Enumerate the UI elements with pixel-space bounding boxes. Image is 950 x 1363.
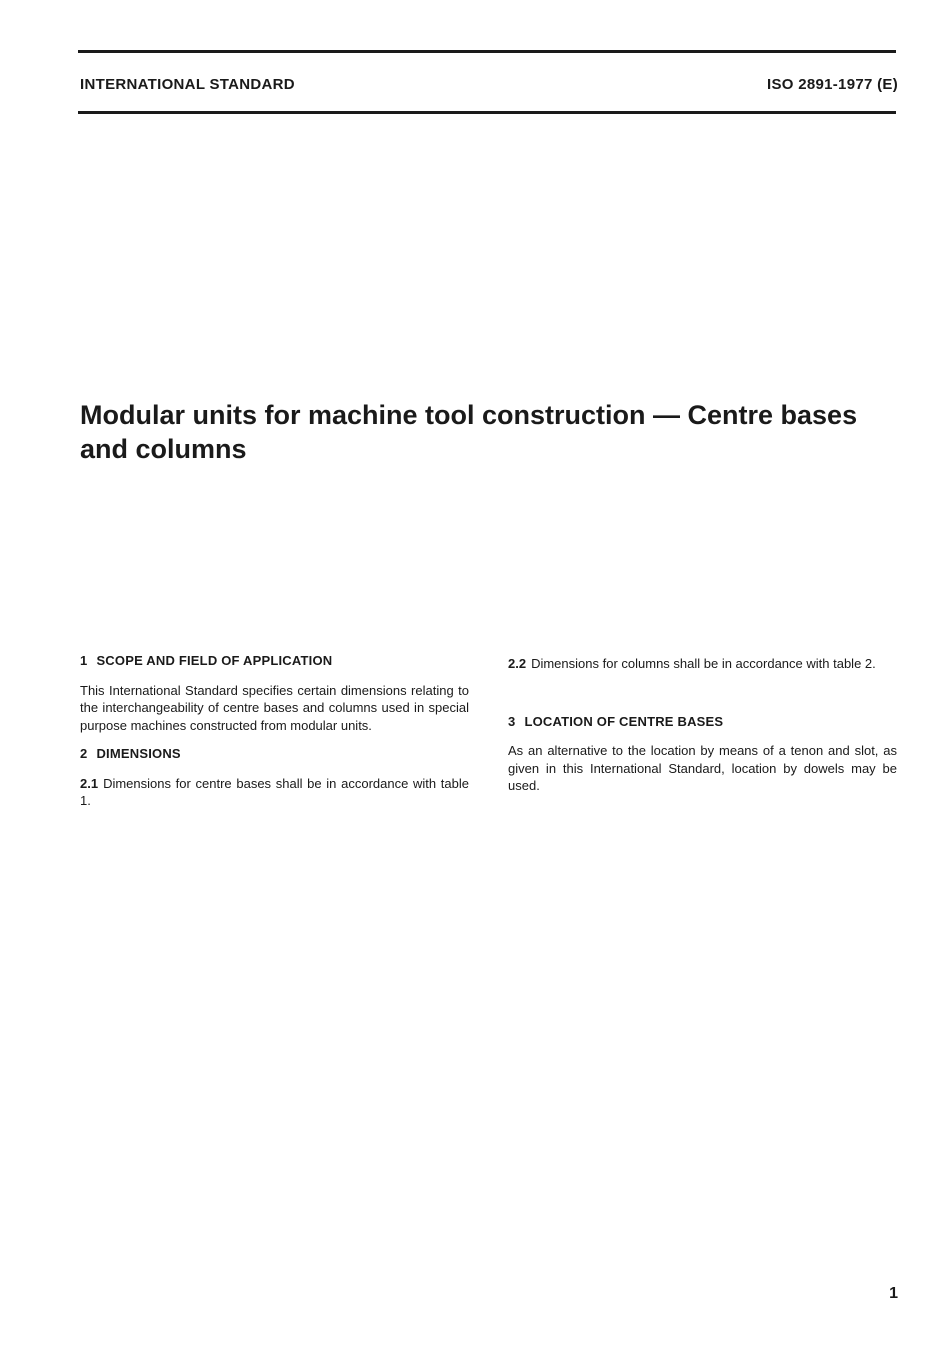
header-standard-number: ISO 2891-1977 (E) [766,76,898,93]
header-top-rule [78,50,896,53]
header-document-type: INTERNATIONAL STANDARD [80,76,295,93]
section-3-number: 3 [508,713,516,729]
section-1-text: This International Standard specifies certain dimensions relating to the interchangeability of centre bases and columns used in special purpose machines constructed from modular units. [80,682,469,733]
section-1-heading [80,652,469,670]
clause-2-2 [508,655,897,673]
clause-2-1 [80,775,469,810]
section-2-title: DIMENSIONS [96,746,181,761]
clause-2-2-text: Dimensions for columns shall be in accordance with table 2. [531,656,876,671]
section-1-number: 1 [80,653,88,668]
title-line-1: Modular units for machine tool construction — Centre bases [80,400,858,430]
section-1-title: SCOPE AND FIELD OF APPLICATION [96,653,333,668]
section-3-heading [508,713,897,731]
page-number: 1 [889,1285,898,1302]
header-bottom-rule [78,111,896,114]
section-2-number: 2 [80,746,88,761]
document-title [80,398,900,466]
left-column [80,652,469,810]
section-2-heading [80,745,469,763]
right-column [508,652,897,795]
section-3-text: As an alternative to the location by means of a tenon and slot, as given in this International Standard, location by dowels may be used. [508,743,897,793]
title-line-2: and columns [80,434,247,464]
clause-2-2-number: 2.2 [508,656,527,671]
clause-2-1-text: Dimensions for centre bases shall be in accordance with table 1. [80,775,469,808]
clause-2-1-number: 2.1 [80,775,99,791]
section-3-title: LOCATION OF CENTRE BASES [524,713,724,729]
